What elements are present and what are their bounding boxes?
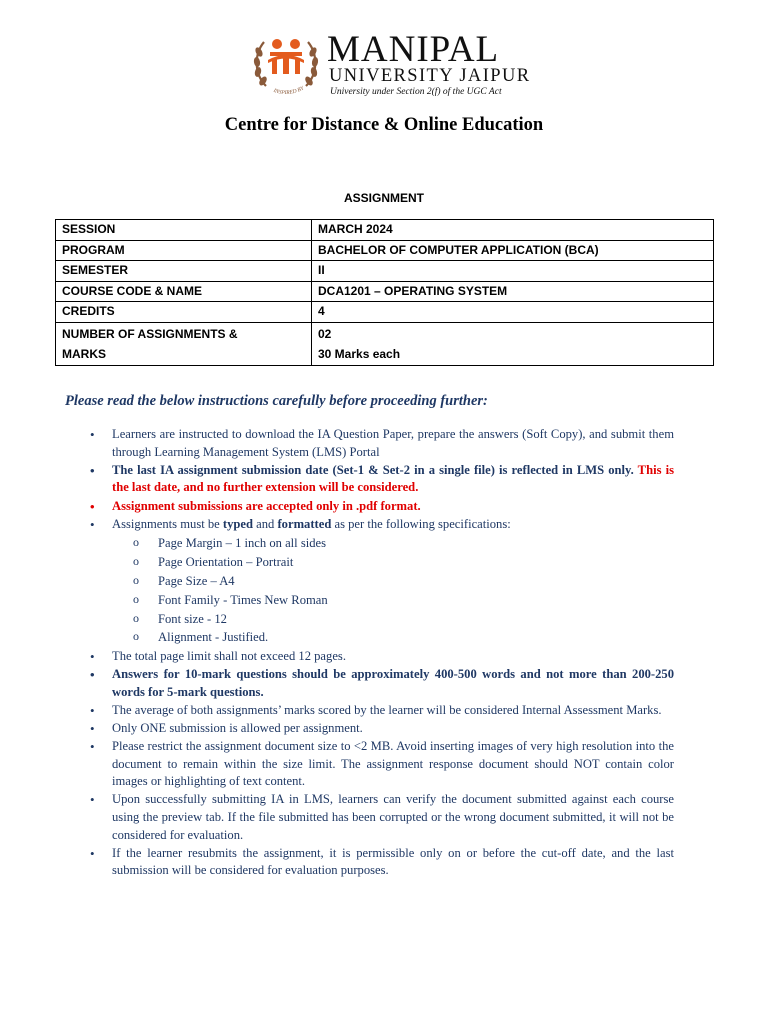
list-item: • The total page limit shall not exceed 12 pages.: [90, 648, 674, 666]
table-key: CREDITS: [56, 302, 312, 323]
table-value: 4: [312, 302, 714, 323]
table-row: [56, 281, 714, 302]
table-value-line: 30 Marks each: [318, 346, 401, 361]
list-item: • Upon successfully submitting IA in LMS, learners can verify the document submitted against each course using the preview tab. If the file submitted has been corrupted or the wrong document submitted, it will not be considered for evaluation.: [90, 791, 674, 844]
spec-item: o Page Size – A4: [112, 572, 674, 591]
instructions-heading: Please read the below instructions carefully before proceeding further:: [65, 393, 488, 409]
university-name: MANIPAL: [327, 29, 500, 70]
spec-list: [112, 534, 674, 647]
list-item: • Please restrict the assignment document size to <2 MB. Avoid inserting images of very high resolution into the document to remain within the size limit. The assignment response document should NOT contain color images or highlighting of text content.: [90, 738, 674, 791]
table-key-line: MARKS: [62, 346, 106, 361]
seal-text: INSPIRED BY: [272, 85, 305, 97]
spec-item: o Page Margin – 1 inch on all sides: [112, 534, 674, 553]
instructions-list: [90, 426, 674, 881]
table-value: MARCH 2024: [312, 220, 714, 241]
list-item: • If the learner resubmits the assignment, it is permissible only on or before the cut-off date, and the last submission will be considered for evaluation purposes.: [90, 845, 674, 880]
instruction-text: The last IA assignment submission date (Set-1 & Set-2 in a single file) is reflected in LMS only.: [112, 462, 634, 477]
instruction-text: as per the following specifications:: [331, 516, 511, 531]
instruction-warning: This is the last date, and no further extension will be considered.: [112, 462, 674, 495]
table-value-line: 02: [318, 326, 332, 341]
instruction-emphasis: typed: [222, 516, 253, 531]
table-key: [56, 322, 312, 365]
assignment-info-table: [55, 219, 714, 366]
table-key: SESSION: [56, 220, 312, 241]
university-seal-icon: [250, 30, 322, 98]
spec-item: o Page Orientation – Portrait: [112, 553, 674, 572]
list-item: [90, 516, 674, 647]
instruction-text: Assignments must be: [112, 516, 223, 531]
list-item: • Only ONE submission is allowed per assignment.: [90, 720, 674, 738]
instruction-text: and: [253, 516, 278, 531]
list-item: [90, 462, 674, 497]
university-tagline: University under Section 2(f) of the UGC Act: [330, 87, 502, 97]
list-item: • Answers for 10-mark questions should be approximately 400-500 words and not more than 200-250 words for 5-mark questions.: [90, 666, 674, 701]
table-value: [312, 322, 714, 365]
table-row: [56, 302, 714, 323]
table-key: SEMESTER: [56, 261, 312, 282]
list-item: • Learners are instructed to download the IA Question Paper, prepare the answers (Soft Copy), and submit them through Learning Management System (LMS) Portal: [90, 426, 674, 461]
university-subtitle: UNIVERSITY JAIPUR: [329, 66, 531, 86]
centre-title: Centre for Distance & Online Education: [224, 115, 544, 135]
table-value: II: [312, 261, 714, 282]
spec-item: o Font size - 12: [112, 610, 674, 629]
university-logo: [250, 30, 540, 98]
table-row: [56, 322, 714, 365]
table-row: [56, 261, 714, 282]
table-key-line: NUMBER OF ASSIGNMENTS &: [62, 326, 238, 341]
spec-item: o Alignment - Justified.: [112, 628, 674, 647]
list-item: • Assignment submissions are accepted only in .pdf format.: [90, 498, 674, 516]
list-item: • The average of both assignments’ marks scored by the learner will be considered Internal Assessment Marks.: [90, 702, 674, 720]
spec-item: o Font Family - Times New Roman: [112, 591, 674, 610]
table-key: COURSE CODE & NAME: [56, 281, 312, 302]
table-row: [56, 240, 714, 261]
assignment-title: ASSIGNMENT: [343, 191, 424, 205]
table-value: DCA1201 – OPERATING SYSTEM: [312, 281, 714, 302]
table-row: [56, 220, 714, 241]
table-value: BACHELOR OF COMPUTER APPLICATION (BCA): [312, 240, 714, 261]
table-key: PROGRAM: [56, 240, 312, 261]
instruction-emphasis: formatted: [277, 516, 332, 531]
